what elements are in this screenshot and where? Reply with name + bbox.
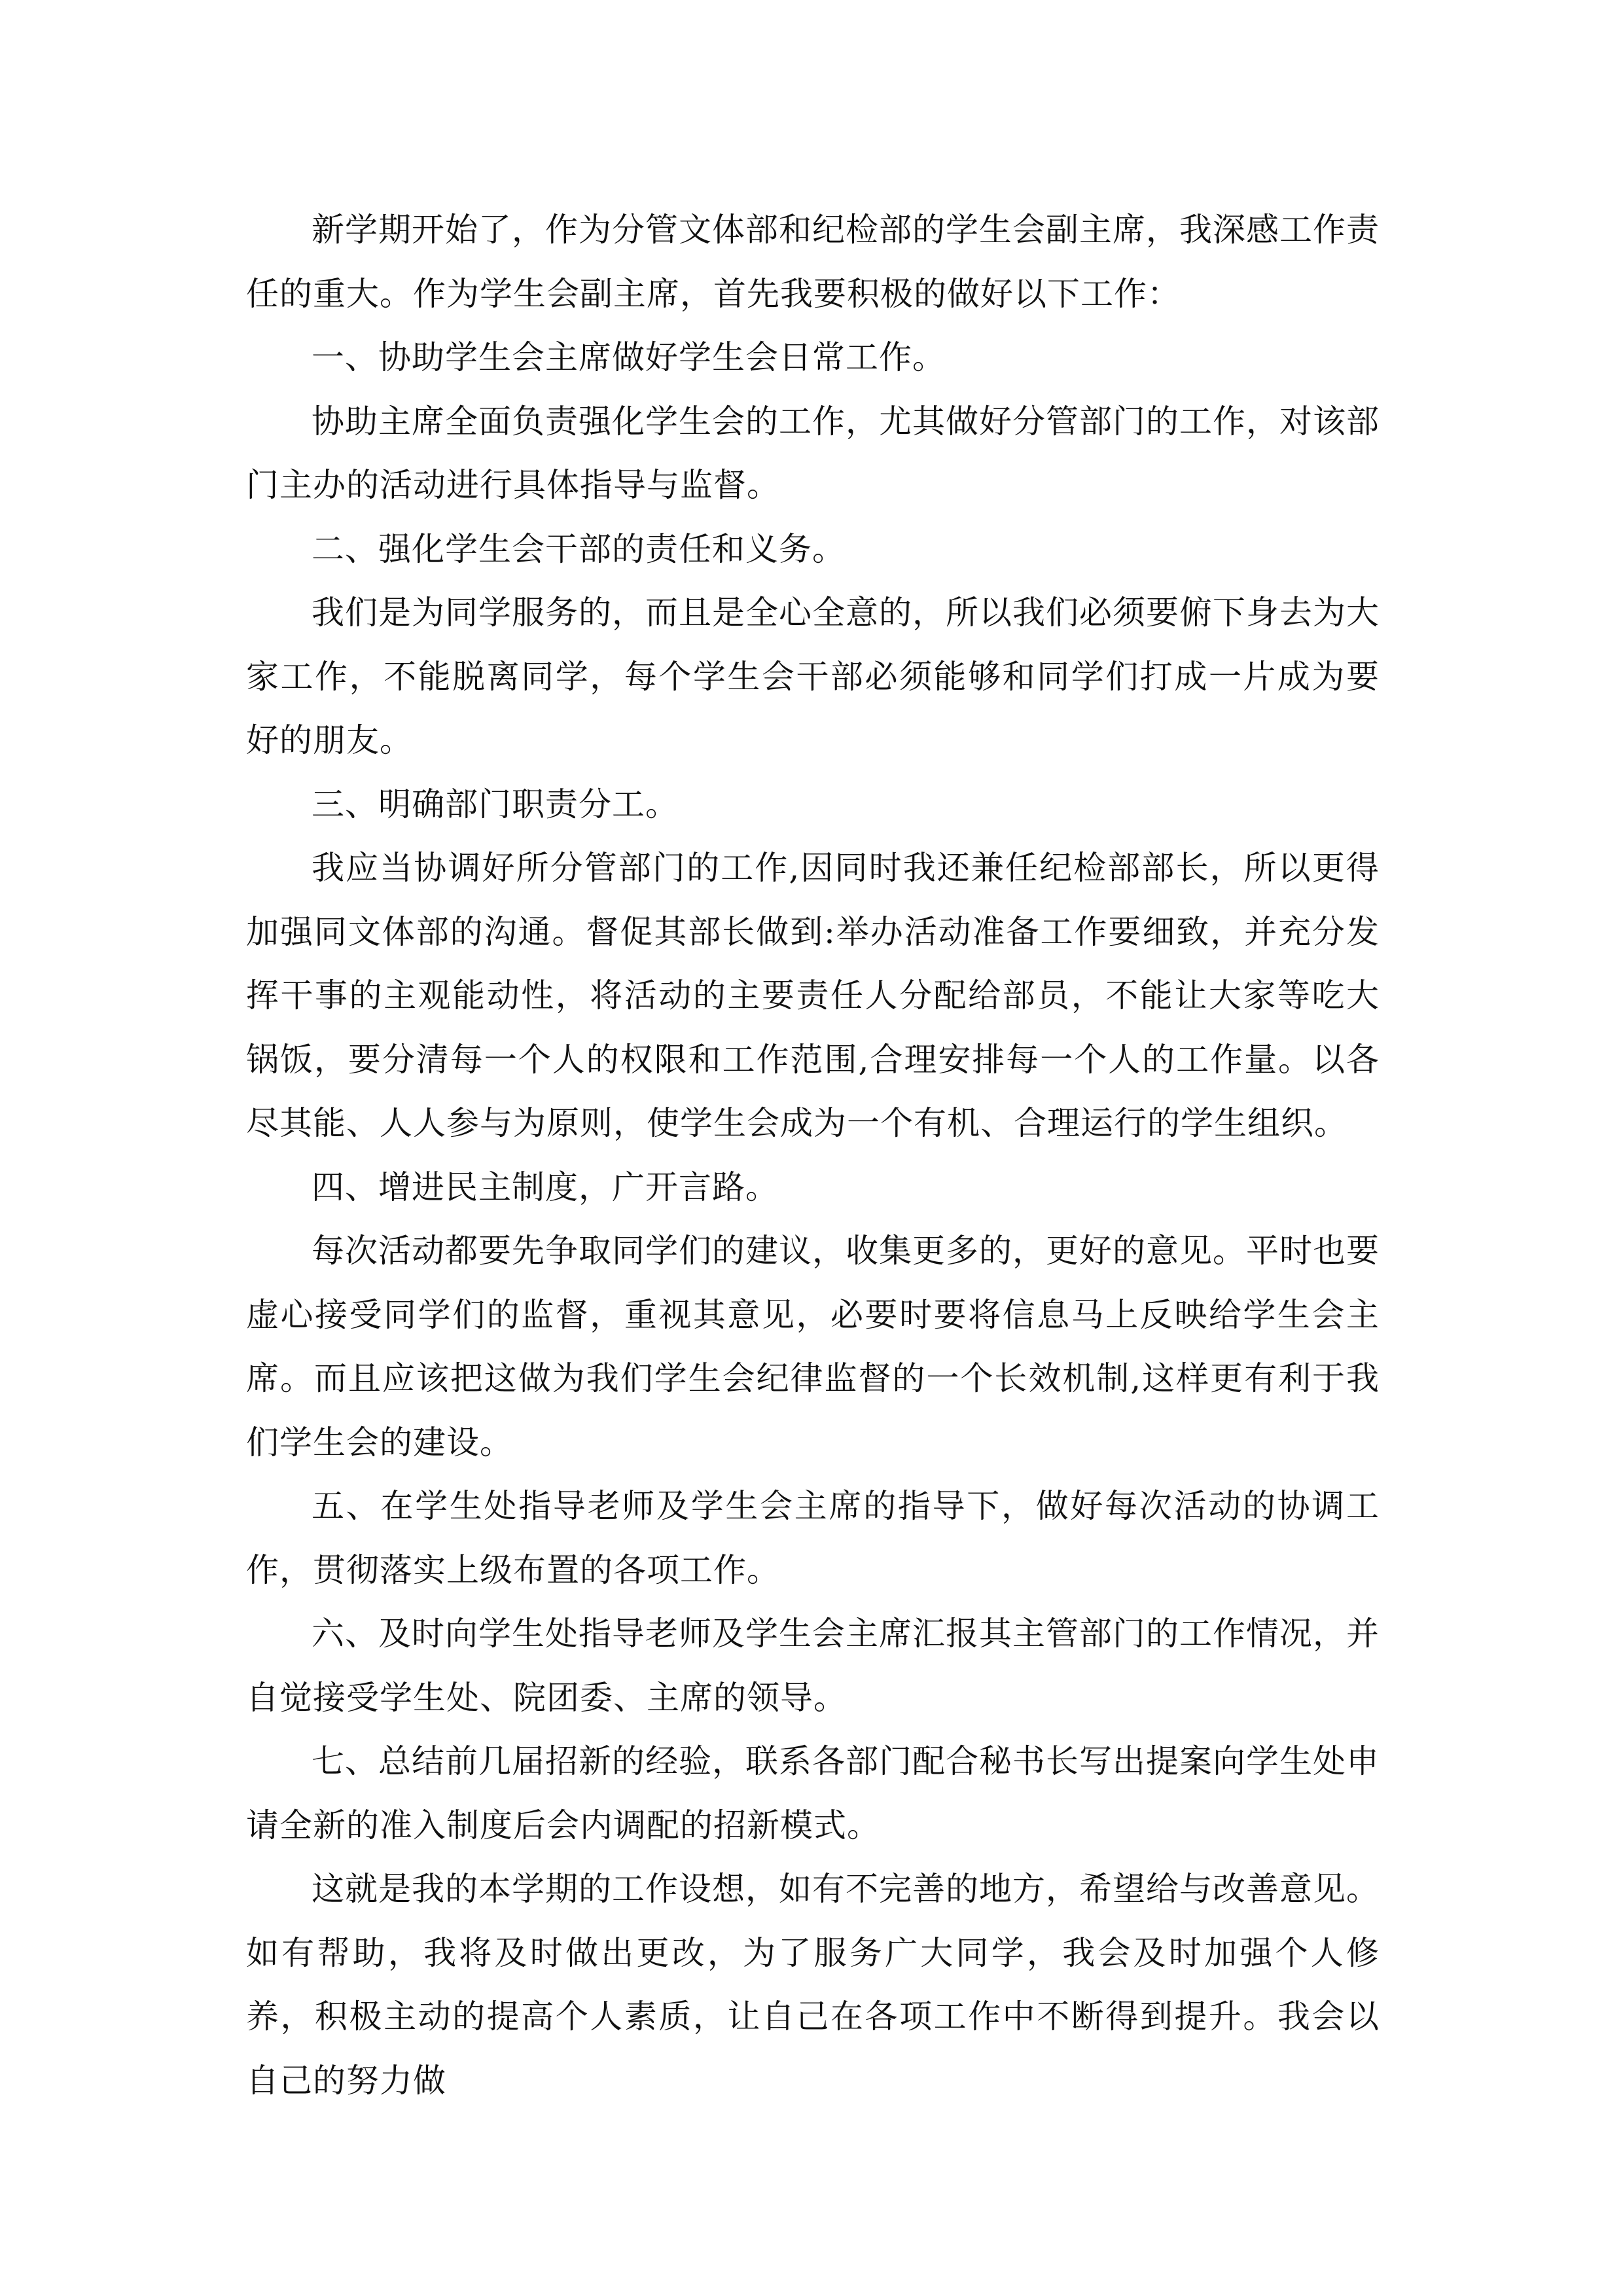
document-body [246, 198, 1380, 2113]
heading-item-4: 四、增进民主制度，广开言路。 [312, 1168, 779, 1206]
heading-item-1: 一、协助学生会主席做好学生会日常工作。 [312, 338, 946, 376]
heading-item-3: 三、明确部门职责分工。 [312, 785, 679, 823]
paragraph-item-7: 七、总结前几届招新的经验，联系各部门配合秘书长写出提案向学生处申请全新的准入制度后会内调配的招新模式。 [246, 1742, 1380, 1844]
paragraph-item-1: 协助主席全面负责强化学生会的工作，尤其做好分管部门的工作，对该部门主办的活动进行具体指导与监督。 [246, 402, 1380, 504]
paragraph-item-2: 我们是为同学服务的，而且是全心全意的，所以我们必须要俯下身去为大家工作，不能脱离同学，每个学生会干部必须能够和同学们打成一片成为要好的朋友。 [246, 594, 1380, 759]
paragraph-item-4: 每次活动都要先争取同学们的建议，收集更多的，更好的意见。平时也要虚心接受同学们的监督，重视其意见，必要时要将信息马上反映给学生会主席。而且应该把这做为我们学生会纪律监督的一个长效机制,这样更有利于我们学生会的建设。 [246, 1232, 1380, 1462]
heading-item-2: 二、强化学生会干部的责任和义务。 [312, 529, 846, 568]
paragraph-item-5: 五、在学生处指导老师及学生会主席的指导下，做好每次活动的协调工作，贯彻落实上级布置的各项工作。 [246, 1487, 1380, 1589]
paragraph-item-6: 六、及时向学生处指导老师及学生会主席汇报其主管部门的工作情况，并自觉接受学生处、院团委、主席的领导。 [246, 1615, 1380, 1717]
paragraph-intro: 新学期开始了，作为分管文体部和纪检部的学生会副主席，我深感工作责任的重大。作为学生会副主席，首先我要积极的做好以下工作： [246, 211, 1380, 313]
paragraph-conclusion: 这就是我的本学期的工作设想，如有不完善的地方，希望给与改善意见。如有帮助，我将及时做出更改，为了服务广大同学，我会及时加强个人修养，积极主动的提高个人素质，让自己在各项工作中不断得到提升。我会以自己的努力做 [246, 1870, 1380, 2100]
paragraph-item-3: 我应当协调好所分管部门的工作,因同时我还兼任纪检部部长，所以更得加强同文体部的沟通。督促其部长做到:举办活动准备工作要细致，并充分发挥干事的主观能动性，将活动的主要责任人分配给部员，不能让大家等吃大锅饭，要分清每一个人的权限和工作范围,合理安排每一个人的工作量。以各尽其能、人人参与为原则，使学生会成为一个有机、合理运行的学生组织。 [246, 849, 1380, 1142]
